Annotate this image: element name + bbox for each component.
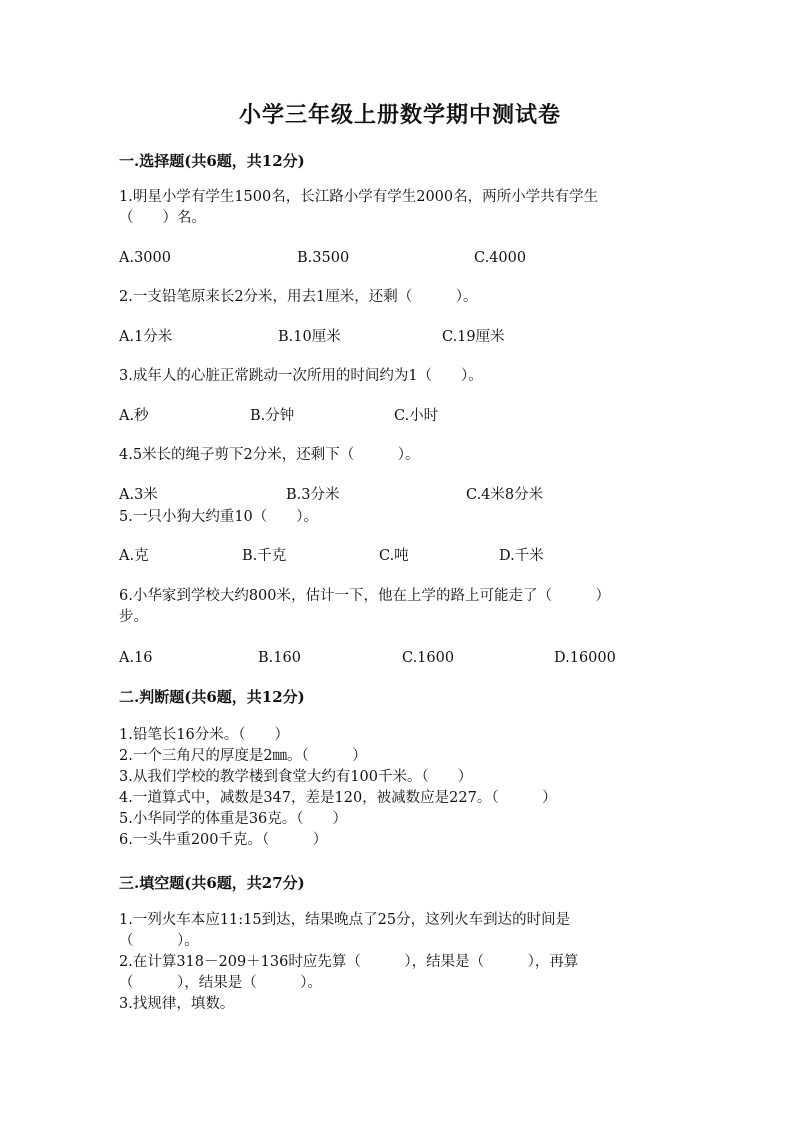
judge-section-heading: 二.判断题(共6题，共12分) [119, 688, 305, 706]
question-1-line-1: 1.明星小学有学生1500名，长江路小学有学生2000名，两所小学共有学生 [119, 189, 599, 205]
judge-item-4: 4.一道算式中，减数是347，差是120，被减数应是227。（ ） [119, 790, 557, 806]
question-6-option-b: B.160 [258, 650, 301, 666]
judge-item-2: 2.一个三角尺的厚度是2㎜。（ ） [119, 748, 367, 764]
question-2-option-b: B.10厘米 [278, 329, 341, 345]
question-6-option-a: A.16 [119, 650, 153, 666]
fill-line-1: 1.一列火车本应11:15到达，结果晚点了25分，这列火车到达的时间是 [119, 912, 571, 928]
judge-item-5: 5.小华同学的体重是36克。（ ） [119, 811, 348, 827]
exam-title: 小学三年级上册数学期中测试卷 [238, 102, 561, 128]
question-1-option-b: B.3500 [297, 250, 350, 266]
question-3-line-1: 3.成年人的心脏正常跳动一次所用的时间约为1（ ）。 [119, 368, 483, 384]
question-6-line-2: 步。 [119, 609, 148, 625]
fill-line-3: 2.在计算318－209＋136时应先算（ ），结果是（ ），再算 [119, 954, 579, 970]
question-3-option-c: C.小时 [394, 408, 439, 424]
fill-section-heading: 三.填空题(共6题，共27分) [119, 874, 305, 892]
question-4-line-1: 4.5米长的绳子剪下2分米，还剩下（ ）。 [119, 447, 420, 463]
question-5-option-d: D.千米 [499, 548, 544, 564]
fill-line-5: 3.找规律，填数。 [119, 996, 235, 1012]
question-2-line-1: 2.一支铅笔原来长2分米，用去1厘米，还剩（ ）。 [119, 289, 478, 305]
question-4-option-b: B.3分米 [286, 487, 340, 503]
question-4-option-c: C.4米8分米 [466, 487, 544, 503]
question-1-option-a: A.3000 [119, 250, 171, 266]
question-4-option-a: A.3米 [119, 487, 158, 503]
question-3-option-b: B.分钟 [250, 408, 295, 424]
question-1-option-c: C.4000 [474, 250, 527, 266]
question-1-line-2: （ ）名。 [119, 210, 206, 226]
question-6-option-d: D.16000 [554, 650, 616, 666]
question-6-line-1: 6.小华家到学校大约800米，估计一下，他在上学的路上可能走了（ ） [119, 588, 611, 604]
fill-line-4: （ ），结果是（ ）。 [119, 975, 322, 991]
question-5-option-a: A.克 [119, 548, 149, 564]
question-3-option-a: A.秒 [119, 408, 149, 424]
judge-item-6: 6.一头牛重200千克。（ ） [119, 832, 328, 848]
question-2-option-c: C.19厘米 [442, 329, 505, 345]
question-5-option-c: C.吨 [379, 548, 409, 564]
judge-item-1: 1.铅笔长16分米。（ ） [119, 727, 290, 743]
question-5-line-1: 5.一只小狗大约重10（ ）。 [119, 509, 319, 525]
question-5-option-b: B.千克 [242, 548, 287, 564]
question-6-option-c: C.1600 [402, 650, 455, 666]
choice-section-heading: 一.选择题(共6题，共12分) [119, 152, 305, 170]
judge-item-3: 3.从我们学校的教学楼到食堂大约有100千米。（ ） [119, 769, 473, 785]
question-2-option-a: A.1分米 [119, 329, 173, 345]
fill-line-2: （ ）。 [119, 933, 199, 949]
